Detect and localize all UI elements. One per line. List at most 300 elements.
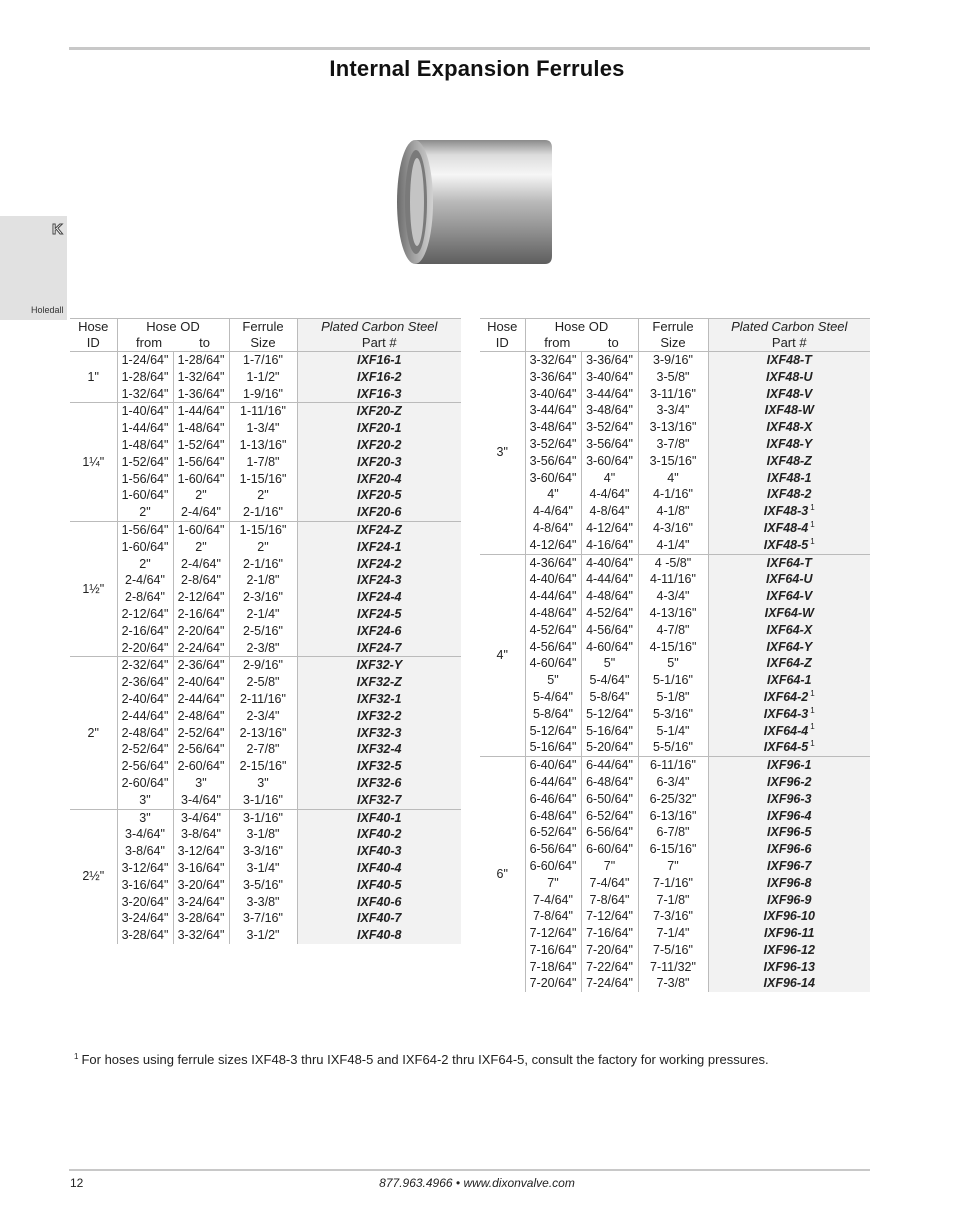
- hose-od-from-cell: 3-20/64": [117, 894, 173, 911]
- table-row: [70, 894, 461, 911]
- left-spec-table: [70, 318, 461, 944]
- table-row: [70, 403, 461, 420]
- part-number-cell: [297, 657, 461, 674]
- part-number-cell: [708, 386, 870, 403]
- hose-od-to-cell: 2-12/64": [173, 589, 229, 606]
- part-number: IXF24-2: [357, 556, 402, 571]
- part-number: IXF24-Z: [356, 522, 402, 537]
- part-number-cell: [297, 606, 461, 623]
- hose-od-to-cell: 4-48/64": [581, 588, 638, 605]
- hose-od-from-cell: 4": [525, 486, 581, 503]
- ferrule-size-header: Ferrule Size: [229, 319, 297, 352]
- table-row: [70, 640, 461, 657]
- table-row: [480, 841, 870, 858]
- part-number-cell: [708, 908, 870, 925]
- table-row: [70, 674, 461, 691]
- part-number: IXF96-10: [763, 909, 815, 924]
- table-row: [70, 572, 461, 589]
- part-number-cell: [297, 910, 461, 927]
- part-number-cell: [708, 757, 870, 774]
- part-number-cell: [297, 623, 461, 640]
- part-number-cell: [708, 537, 870, 554]
- part-number-cell: [708, 672, 870, 689]
- table-row: [70, 741, 461, 758]
- table-row: [480, 808, 870, 825]
- part-number-cell: [297, 725, 461, 742]
- hose-od-to-cell: 4-52/64": [581, 605, 638, 622]
- part-number-cell: [297, 708, 461, 725]
- ferrule-size-cell: 7-3/8": [638, 975, 708, 992]
- part-number-cell: [297, 504, 461, 521]
- part-number-cell: [297, 877, 461, 894]
- part-number-cell: [297, 843, 461, 860]
- part-number-cell: [708, 520, 870, 537]
- part-number: IXF20-1: [357, 421, 402, 436]
- part-number-cell: [708, 706, 870, 723]
- hose-od-to-cell: 4-44/64": [581, 571, 638, 588]
- part-number: IXF96-13: [763, 959, 815, 974]
- table-row: [70, 877, 461, 894]
- footnote: $^1$ For hoses using ferrule sizes IXF48-3 thru IXF48-5 and IXF64-2 thru IXF64-5, consult the factory for working pressures.: [74, 1051, 769, 1067]
- hose-od-to-cell: 4-16/64": [581, 537, 638, 554]
- part-number-cell: [708, 892, 870, 909]
- part-number-cell: [297, 539, 461, 556]
- hose-od-header: Hose OD from to: [117, 319, 229, 352]
- ferrule-size-cell: 1-1/2": [229, 369, 297, 386]
- right-spec-table: [480, 318, 870, 992]
- hose-od-from-cell: 2": [117, 504, 173, 521]
- part-number-cell: [708, 808, 870, 825]
- hose-od-from-cell: 3-52/64": [525, 436, 581, 453]
- part-number: IXF16-1: [357, 353, 402, 367]
- hose-od-to-cell: 3-40/64": [581, 369, 638, 386]
- section-tab-letter: K: [52, 221, 63, 238]
- part-number-cell: [297, 674, 461, 691]
- hose-od-to-cell: 4": [581, 470, 638, 487]
- part-number-cell: [297, 437, 461, 454]
- ferrule-size-cell: 2-3/16": [229, 589, 297, 606]
- hose-od-to-cell: 2-52/64": [173, 725, 229, 742]
- hose-od-to-cell: 3-4/64": [173, 809, 229, 826]
- hose-od-to-cell: 2-60/64": [173, 758, 229, 775]
- ferrule-size-cell: 2-1/8": [229, 572, 297, 589]
- hose-od-from-cell: 6-52/64": [525, 824, 581, 841]
- hose-od-from-cell: 5-4/64": [525, 689, 581, 706]
- table-row: [480, 402, 870, 419]
- hose-od-to-cell: 5": [581, 655, 638, 672]
- hose-od-to-cell: 3-32/64": [173, 927, 229, 944]
- table-row: [480, 470, 870, 487]
- hose-id-group: [70, 657, 461, 809]
- part-number-cell: [297, 860, 461, 877]
- hose-od-to-cell: 4-8/64": [581, 503, 638, 520]
- part-number-cell: [708, 655, 870, 672]
- part-number: IXF40-3: [357, 844, 402, 859]
- hose-od-to-cell: 3-24/64": [173, 894, 229, 911]
- part-number-cell: [708, 739, 870, 756]
- ferrule-size-header: Ferrule Size: [638, 319, 708, 352]
- ferrule-size-cell: 6-15/16": [638, 841, 708, 858]
- part-number: IXF64-2: [763, 689, 809, 704]
- part-number-cell: [708, 503, 870, 520]
- part-number: IXF48-V: [766, 386, 813, 401]
- hose-od-to-cell: 2-24/64": [173, 640, 229, 657]
- table-row: [480, 588, 870, 605]
- hose-od-to-cell: 5-16/64": [581, 723, 638, 740]
- part-number: IXF64-V: [766, 589, 813, 604]
- ferrule-size-cell: 3-1/16": [229, 809, 297, 826]
- bottom-rule: [69, 1169, 870, 1171]
- hose-od-from-cell: 3-40/64": [525, 386, 581, 403]
- hose-id-header: Hose ID: [480, 319, 525, 352]
- part-number: IXF96-12: [763, 942, 815, 957]
- part-number: IXF32-4: [357, 742, 402, 757]
- ferrule-size-cell: 3-1/2": [229, 927, 297, 944]
- hose-od-from-cell: 4-12/64": [525, 537, 581, 554]
- table-row: [480, 858, 870, 875]
- table-row: [70, 386, 461, 403]
- ferrule-size-cell: 1-3/4": [229, 420, 297, 437]
- table-row: [480, 352, 870, 369]
- hose-od-to-cell: 2-40/64": [173, 674, 229, 691]
- part-number-cell: [708, 959, 870, 976]
- ferrule-size-cell: 3-3/16": [229, 843, 297, 860]
- ferrule-size-cell: 7-1/16": [638, 875, 708, 892]
- ferrule-size-cell: 7-1/8": [638, 892, 708, 909]
- part-number: IXF40-2: [357, 827, 402, 842]
- hose-od-to-cell: 7-12/64": [581, 908, 638, 925]
- footnote-marker: 1: [810, 705, 815, 715]
- hose-od-to-cell: 1-44/64": [173, 403, 229, 420]
- table-row: [480, 959, 870, 976]
- table-row: [480, 453, 870, 470]
- part-number: IXF96-7: [767, 858, 812, 873]
- table-row: [70, 657, 461, 674]
- hose-od-to-cell: 4-12/64": [581, 520, 638, 537]
- ferrule-size-cell: 3-5/16": [229, 877, 297, 894]
- table-row: [70, 809, 461, 826]
- hose-od-to-cell: 7-22/64": [581, 959, 638, 976]
- hose-od-to-cell: 5-4/64": [581, 672, 638, 689]
- hose-od-from-cell: 2-4/64": [117, 572, 173, 589]
- part-number-cell: [297, 403, 461, 420]
- ferrule-size-cell: 7-3/16": [638, 908, 708, 925]
- part-number: IXF96-2: [767, 774, 812, 789]
- hose-od-from-cell: 4-60/64": [525, 655, 581, 672]
- hose-od-from-cell: 4-40/64": [525, 571, 581, 588]
- part-number-cell: [708, 975, 870, 992]
- hose-od-to-cell: 4-60/64": [581, 639, 638, 656]
- table-row: [480, 622, 870, 639]
- table-row: [70, 556, 461, 573]
- ferrule-size-cell: 7-11/32": [638, 959, 708, 976]
- hose-od-to-cell: 6-56/64": [581, 824, 638, 841]
- ferrule-size-cell: 4-1/16": [638, 486, 708, 503]
- ferrule-size-cell: 5": [638, 655, 708, 672]
- hose-od-from-cell: 1-48/64": [117, 437, 173, 454]
- hose-od-to-cell: 2-48/64": [173, 708, 229, 725]
- ferrule-size-cell: 3-9/16": [638, 352, 708, 369]
- ferrule-size-cell: 4-1/8": [638, 503, 708, 520]
- hose-od-from-cell: 2-52/64": [117, 741, 173, 758]
- table-row: [70, 927, 461, 944]
- hose-id-cell: 6": [480, 757, 525, 993]
- hose-od-to-cell: 7-24/64": [581, 975, 638, 992]
- table-row: [70, 623, 461, 640]
- hose-od-from-cell: 2-44/64": [117, 708, 173, 725]
- hose-od-to-cell: 2-4/64": [173, 504, 229, 521]
- ferrule-size-cell: 4 -5/8": [638, 554, 708, 571]
- part-number-cell: [708, 925, 870, 942]
- hose-od-to-cell: 3-52/64": [581, 419, 638, 436]
- part-number: IXF32-1: [357, 691, 402, 706]
- part-number: IXF48-5: [763, 537, 809, 552]
- part-number: IXF48-U: [765, 369, 813, 384]
- part-number: IXF96-6: [767, 842, 812, 857]
- ferrule-size-cell: 3-1/4": [229, 860, 297, 877]
- part-number: IXF32-5: [357, 759, 402, 774]
- part-number: IXF64-U: [765, 572, 813, 587]
- part-number: IXF48-1: [767, 470, 812, 485]
- hose-od-from-cell: 2-48/64": [117, 725, 173, 742]
- hose-od-to-cell: 3-12/64": [173, 843, 229, 860]
- table-row: [70, 437, 461, 454]
- part-number-cell: [708, 841, 870, 858]
- part-number-cell: [297, 589, 461, 606]
- hose-id-cell: 1¼": [70, 403, 117, 522]
- ferrule-size-cell: 3-3/8": [229, 894, 297, 911]
- hose-od-from-cell: 3-56/64": [525, 453, 581, 470]
- hose-od-to-cell: 1-60/64": [173, 471, 229, 488]
- ferrule-size-cell: 2-13/16": [229, 725, 297, 742]
- ferrule-size-cell: 3": [229, 775, 297, 792]
- hose-od-from-cell: 2-56/64": [117, 758, 173, 775]
- part-number-cell: [297, 775, 461, 792]
- part-number-cell: [708, 689, 870, 706]
- hose-od-to-cell: 2-4/64": [173, 556, 229, 573]
- hose-od-from-cell: 3": [117, 809, 173, 826]
- part-number: IXF16-3: [357, 386, 402, 401]
- ferrule-size-cell: 1-11/16": [229, 403, 297, 420]
- table-row: [480, 723, 870, 740]
- hose-od-header: Hose OD from to: [525, 319, 638, 352]
- part-number: IXF24-3: [357, 573, 402, 588]
- part-number-cell: [297, 894, 461, 911]
- part-number: IXF20-3: [357, 454, 402, 469]
- part-number-cell: [297, 521, 461, 538]
- hose-od-to-cell: 3-56/64": [581, 436, 638, 453]
- hose-od-from-cell: 2-36/64": [117, 674, 173, 691]
- hose-od-from-cell: 5-8/64": [525, 706, 581, 723]
- hose-od-to-cell: 4-56/64": [581, 622, 638, 639]
- part-number-cell: [708, 588, 870, 605]
- table-row: [70, 471, 461, 488]
- hose-od-from-cell: 4-8/64": [525, 520, 581, 537]
- ferrule-size-cell: 3-15/16": [638, 453, 708, 470]
- hose-od-from-cell: 2-12/64": [117, 606, 173, 623]
- footnote-marker: 1: [810, 536, 815, 546]
- table-row: [480, 739, 870, 756]
- part-number: IXF96-9: [767, 892, 812, 907]
- hose-od-to-cell: 1-48/64": [173, 420, 229, 437]
- table-row: [480, 774, 870, 791]
- hose-od-from-cell: 1-28/64": [117, 369, 173, 386]
- part-number-cell: [297, 640, 461, 657]
- ferrule-size-cell: 5-1/8": [638, 689, 708, 706]
- part-number-cell: [708, 554, 870, 571]
- hose-id-cell: 4": [480, 554, 525, 757]
- table-row: [70, 708, 461, 725]
- table-row: [480, 824, 870, 841]
- ferrule-size-cell: 2-3/8": [229, 640, 297, 657]
- top-rule: [69, 47, 870, 50]
- ferrule-size-cell: 6-13/16": [638, 808, 708, 825]
- footnote-marker: 1: [810, 503, 815, 513]
- ferrule-size-cell: 4-1/4": [638, 537, 708, 554]
- hose-od-from-cell: 2-8/64": [117, 589, 173, 606]
- table-row: [480, 419, 870, 436]
- hose-od-from-cell: 7-8/64": [525, 908, 581, 925]
- ferrule-size-cell: 4-3/16": [638, 520, 708, 537]
- part-number: IXF20-6: [357, 505, 402, 520]
- part-number: IXF96-14: [763, 976, 815, 991]
- hose-od-from-cell: 6-60/64": [525, 858, 581, 875]
- part-number-cell: [708, 774, 870, 791]
- table-row: [480, 386, 870, 403]
- ferrule-size-cell: 3-13/16": [638, 419, 708, 436]
- hose-od-from-cell: 1-60/64": [117, 487, 173, 504]
- table-row: [480, 369, 870, 386]
- hose-od-from-cell: 4-4/64": [525, 503, 581, 520]
- section-tab-label: Holedall: [31, 305, 64, 315]
- table-row: [480, 689, 870, 706]
- hose-od-from-cell: 3-44/64": [525, 402, 581, 419]
- ferrule-size-cell: 2-1/16": [229, 504, 297, 521]
- hose-od-from-cell: 2-32/64": [117, 657, 173, 674]
- hose-od-from-cell: 3-4/64": [117, 826, 173, 843]
- hose-od-from-cell: 3-12/64": [117, 860, 173, 877]
- part-number-cell: [708, 436, 870, 453]
- ferrule-size-cell: 6-25/32": [638, 791, 708, 808]
- hose-od-from-cell: 3-36/64": [525, 369, 581, 386]
- hose-od-to-cell: 3": [173, 775, 229, 792]
- hose-od-to-cell: 3-44/64": [581, 386, 638, 403]
- table-row: [480, 436, 870, 453]
- table-row: [480, 537, 870, 554]
- table-row: [480, 520, 870, 537]
- hose-od-to-cell: 2": [173, 487, 229, 504]
- ferrule-size-cell: 5-1/16": [638, 672, 708, 689]
- part-number-cell: [297, 792, 461, 809]
- ferrule-size-cell: 5-5/16": [638, 739, 708, 756]
- part-number-cell: [297, 352, 461, 369]
- part-number-cell: [297, 927, 461, 944]
- table-row: [70, 504, 461, 521]
- ferrule-size-cell: 6-7/8": [638, 824, 708, 841]
- part-number: IXF20-5: [357, 488, 402, 503]
- hose-od-to-cell: 1-32/64": [173, 369, 229, 386]
- table-row: [480, 975, 870, 992]
- hose-od-from-cell: 1-56/64": [117, 521, 173, 538]
- ferrule-size-cell: 2-5/8": [229, 674, 297, 691]
- hose-od-to-cell: 2-8/64": [173, 572, 229, 589]
- hose-od-from-cell: 6-46/64": [525, 791, 581, 808]
- table-row: [70, 420, 461, 437]
- ferrule-size-cell: 4-7/8": [638, 622, 708, 639]
- part-number: IXF48-T: [766, 353, 812, 367]
- ferrule-size-cell: 3-5/8": [638, 369, 708, 386]
- part-number-cell: [297, 369, 461, 386]
- ferrule-size-cell: 2-9/16": [229, 657, 297, 674]
- part-number: IXF40-8: [357, 928, 402, 943]
- table-row: [70, 792, 461, 809]
- table-row: [480, 875, 870, 892]
- footer-contact: 877.963.4966 • www.dixonvalve.com: [379, 1176, 575, 1190]
- hose-od-to-cell: 6-48/64": [581, 774, 638, 791]
- part-number: IXF32-Z: [356, 675, 402, 690]
- part-number: IXF20-2: [357, 437, 402, 452]
- part-number-cell: [297, 691, 461, 708]
- ferrule-size-cell: 1-15/16": [229, 471, 297, 488]
- part-number: IXF96-3: [767, 791, 812, 806]
- part-number: IXF24-5: [357, 606, 402, 621]
- ferrule-size-cell: 2-1/4": [229, 606, 297, 623]
- part-number: IXF40-5: [357, 877, 402, 892]
- part-number: IXF64-W: [764, 605, 814, 620]
- hose-od-to-cell: 3-4/64": [173, 792, 229, 809]
- ferrule-size-cell: 2-5/16": [229, 623, 297, 640]
- table-row: [480, 571, 870, 588]
- hose-od-from-cell: 1-40/64": [117, 403, 173, 420]
- ferrule-size-cell: 2-3/4": [229, 708, 297, 725]
- ferrule-size-cell: 6-11/16": [638, 757, 708, 774]
- hose-od-to-cell: 7-4/64": [581, 875, 638, 892]
- part-number-cell: [297, 556, 461, 573]
- part-number-cell: [708, 369, 870, 386]
- table-row: [480, 605, 870, 622]
- ferrule-size-cell: 2": [229, 539, 297, 556]
- hose-od-from-cell: 1-32/64": [117, 386, 173, 403]
- table-row: [480, 757, 870, 774]
- hose-od-from-cell: 3": [117, 792, 173, 809]
- hose-od-to-cell: 1-52/64": [173, 437, 229, 454]
- table-row: [70, 826, 461, 843]
- part-number: IXF32-3: [357, 725, 402, 740]
- hose-id-group: [70, 521, 461, 656]
- part-number: IXF48-2: [767, 487, 812, 502]
- hose-od-from-cell: 2-20/64": [117, 640, 173, 657]
- hose-id-group: [70, 403, 461, 522]
- table-row: [70, 843, 461, 860]
- hose-od-from-cell: 2": [117, 556, 173, 573]
- hose-od-from-cell: 3-28/64": [117, 927, 173, 944]
- part-number: IXF96-8: [767, 875, 812, 890]
- hose-od-from-cell: 3-32/64": [525, 352, 581, 369]
- ferrule-photo: [395, 136, 553, 268]
- part-number: IXF32-7: [357, 792, 402, 807]
- part-number-cell: [708, 639, 870, 656]
- hose-id-cell: 1½": [70, 521, 117, 656]
- part-number-cell: [297, 454, 461, 471]
- table-row: [70, 910, 461, 927]
- ferrule-size-cell: 1-9/16": [229, 386, 297, 403]
- hose-od-to-cell: 3-28/64": [173, 910, 229, 927]
- part-header: Plated Carbon Steel Part #: [708, 319, 870, 352]
- table-row: [480, 925, 870, 942]
- part-number-cell: [708, 875, 870, 892]
- hose-od-from-cell: 1-60/64": [117, 539, 173, 556]
- part-number: IXF96-11: [764, 926, 815, 941]
